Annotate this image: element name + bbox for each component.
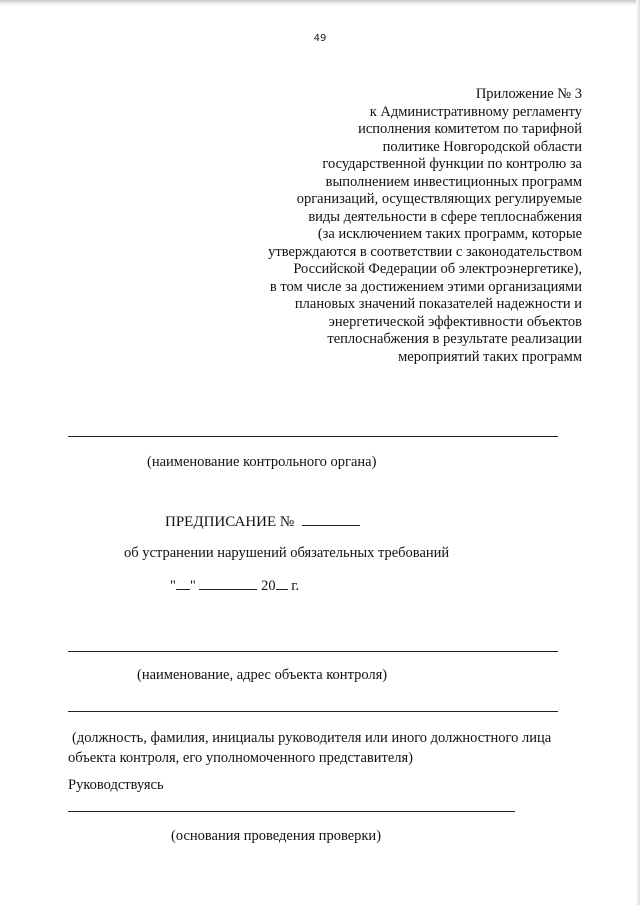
date-month-blank[interactable] [199,576,257,590]
appendix-line: виды деятельности в сфере теплоснабжения [308,208,582,225]
grounds-caption: (основания проведения проверки) [171,828,382,844]
appendix-line: энергетической эффективности объектов [328,313,582,330]
prescription-subtitle: об устранении нарушений обязательных требований [124,545,450,561]
appendix-line: к Административному регламенту [369,103,582,120]
appendix-line: Российской Федерации об электроэнергетике), [293,261,582,277]
date-day-blank[interactable] [176,576,190,590]
control-body-fill-line[interactable] [68,436,558,437]
appendix-line: политике Новгородской области [382,138,582,155]
object-caption: (наименование, адрес объекта контроля) [137,667,388,683]
control-body-caption: (наименование контрольного органа) [147,454,377,470]
scan-right-edge [636,0,640,905]
official-caption [68,728,551,768]
official-fill-line[interactable] [68,711,558,712]
official-caption-line-1: (должность, фамилия, инициалы руководителя или иного должностного лица [72,730,552,746]
appendix-line: мероприятий таких программ [398,348,582,365]
appendix-line: утверждаются в соответствии с законодательством [268,243,582,260]
date-year-blank[interactable] [276,576,288,590]
prescription-title-text: ПРЕДПИСАНИЕ № [165,514,295,530]
appendix-line: исполнения комитетом по тарифной [358,121,582,137]
appendix-line: Приложение № 3 [475,86,582,102]
appendix-line: организаций, осуществляющих регулируемые [296,191,582,207]
date-close-quote: " [189,578,196,594]
date-year-prefix: 20 [261,578,276,594]
official-caption-line-2: объекта контроля, его уполномоченного представителя) [68,750,413,766]
scan-top-edge [0,0,640,6]
prescription-title [165,512,360,531]
appendix-line: (за исключением таких программ, которые [317,226,582,242]
date-suffix: г. [291,578,300,594]
appendix-line: выполнением инвестиционных программ [325,173,582,190]
prescription-number-blank[interactable] [302,512,360,526]
grounds-fill-line[interactable] [68,811,515,812]
appendix-line: в том числе за достижением этими организациями [269,278,582,295]
appendix-line: государственной функции по контролю за [322,156,582,172]
appendix-line: теплоснабжения в результате реализации [327,331,582,347]
appendix-line: плановых значений показателей надежности и [294,296,582,312]
page-number: 49 [313,33,327,44]
appendix-header [222,86,582,366]
object-fill-line[interactable] [68,651,558,652]
guided-by-label: Руководствуясь [68,777,164,793]
date-line [170,576,299,595]
date-open-quote: " [170,578,176,594]
